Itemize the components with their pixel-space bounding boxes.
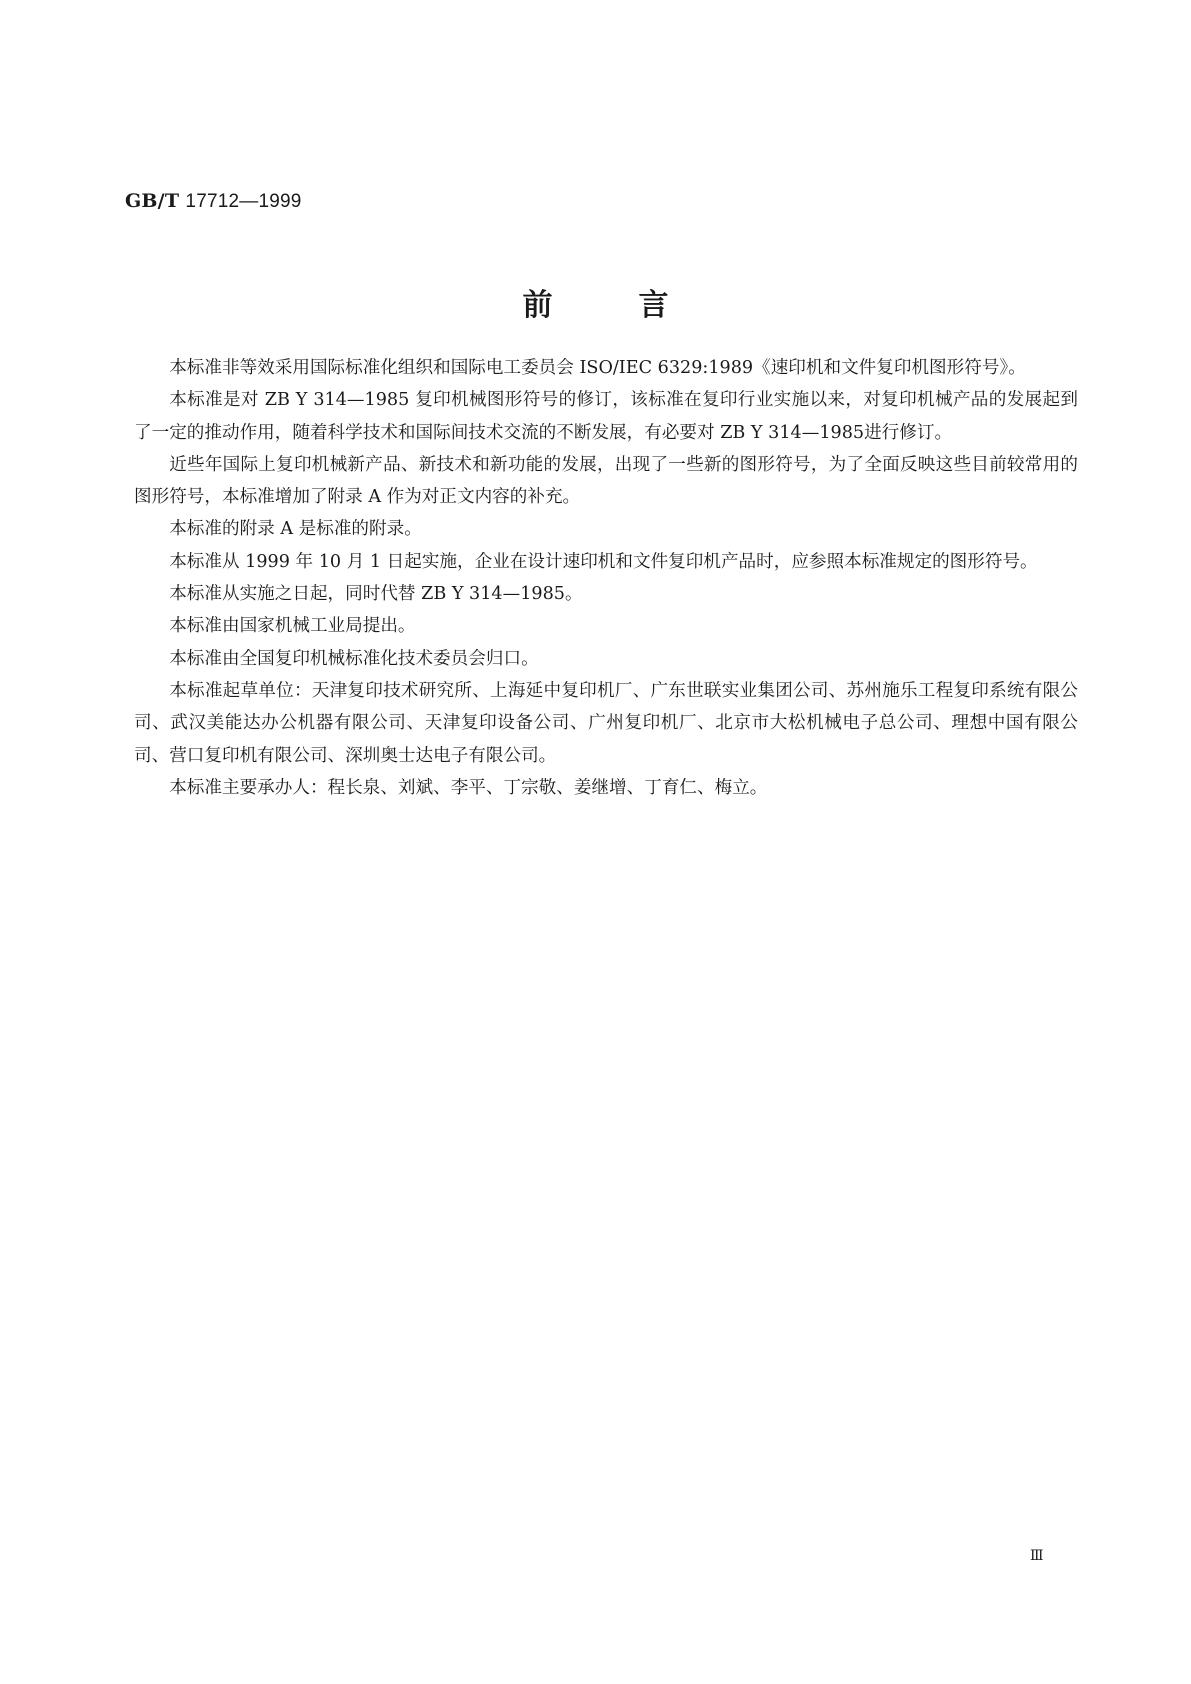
paragraph-proposed-by: 本标准由国家机械工业局提出。 [169,616,416,637]
paragraph-annex: 本标准的附录 A 是标准的附录。 [169,519,422,540]
paragraph-new-symbols: 近些年国际上复印机械新产品、新技术和新功能的发展，出现了一些新的图形符号，为了全面反映这些目前较常用的图形符号，本标准增加了附录 A 作为对正文内容的补充。 [134,454,1078,508]
page-number: Ⅲ [1030,1548,1044,1564]
paragraph-drafters: 本标准主要承办人：程长泉、刘斌、李平、丁宗敬、姜继增、丁育仁、梅立。 [169,777,768,798]
paragraph-centralized-by: 本标准由全国复印机械标准化技术委员会归口。 [169,648,539,669]
paragraph-revision: 本标准是对 ZB Y 314—1985 复印机械图形符号的修订，该标准在复印行业实施以来，对复印机械产品的发展起到了一定的推动作用，随着科学技术和国际间技术交流的不断发展，有必要对 ZB Y 314—1985进行修订。 [134,390,1078,443]
paragraph-effective-date: 本标准从 1999 年 10 月 1 日起实施，企业在设计速印机和文件复印机产品时，应参照本标准规定的图形符号。 [169,551,1038,572]
paragraph-replaces: 本标准从实施之日起，同时代替 ZB Y 314—1985。 [169,584,583,605]
foreword-body [134,352,1078,804]
standard-code-prefix: GB/T [125,190,180,212]
paragraph-adoption: 本标准非等效采用国际标准化组织和国际电工委员会 ISO/IEC 6329:1989《速印机和文件复印机图形符号》。 [169,358,1026,378]
paragraph-drafting-units: 本标准起草单位：天津复印技术研究所、上海延中复印机厂、广东世联实业集团公司、苏州施乐工程复印系统有限公司、武汉美能达办公机器有限公司、天津复印设备公司、广州复印机厂、北京市大松机械电子总公司、理想中国有限公司、营口复印机有限公司、深圳奥士达电子有限公司。 [134,680,1078,766]
standard-code [125,190,302,213]
page-title: 前言 [522,288,755,323]
standard-code-number: 17712—1999 [185,191,302,212]
